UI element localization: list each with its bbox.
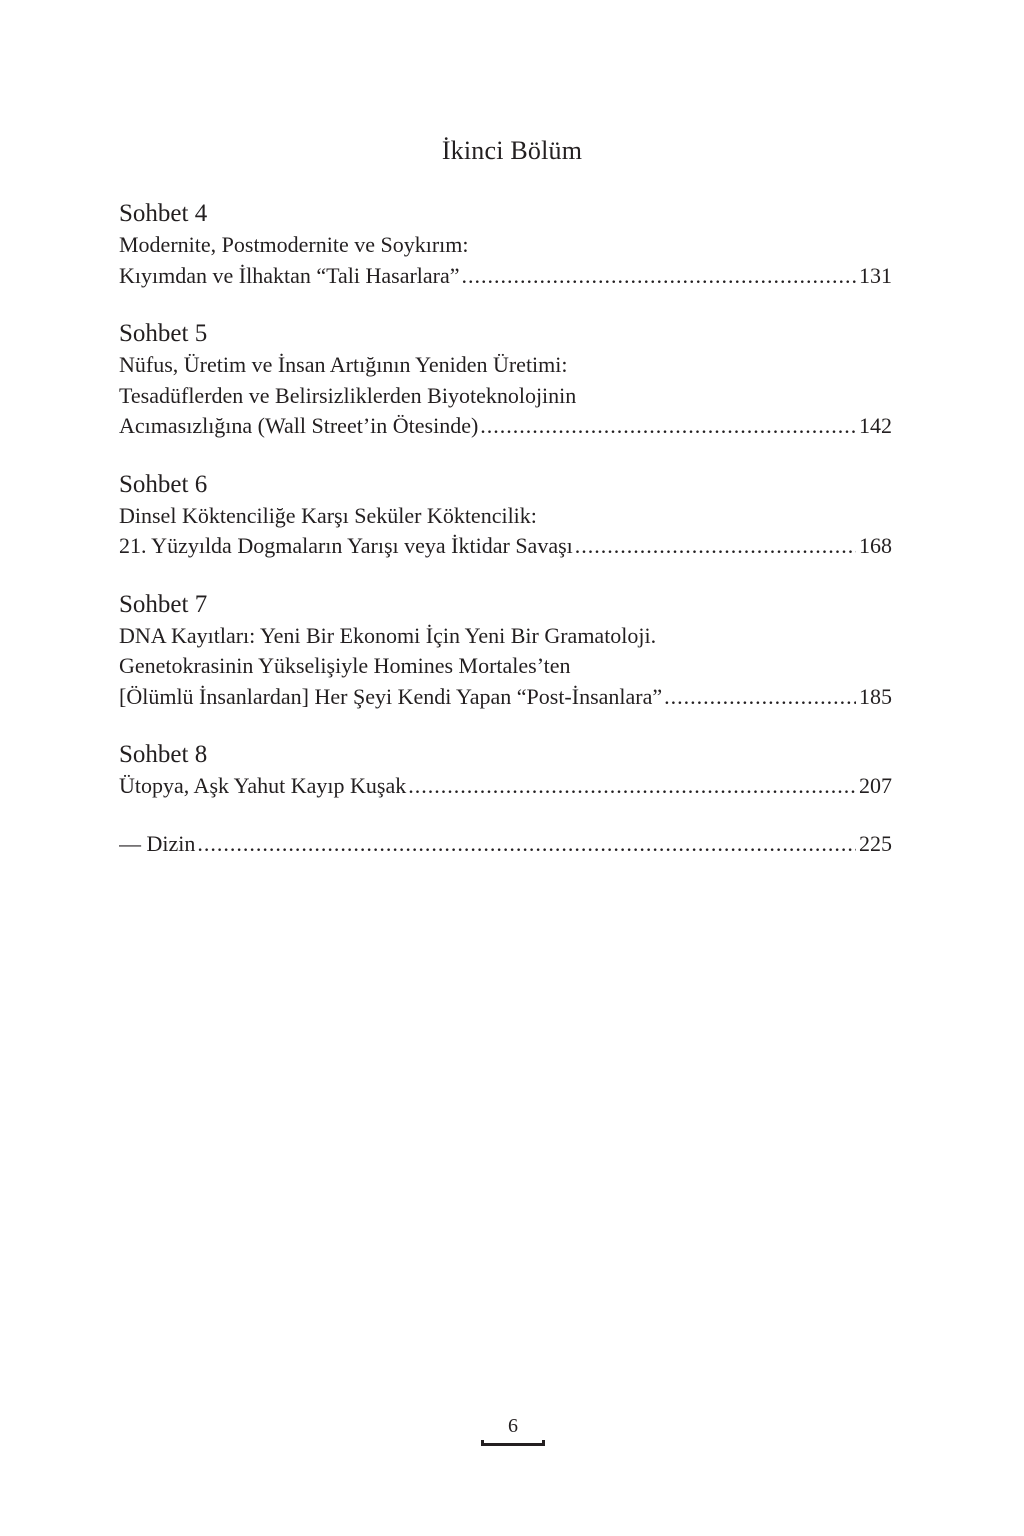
index-label: — Dizin: [119, 830, 196, 856]
page-number: 168: [859, 533, 892, 558]
toc-entry-line[interactable]: [119, 531, 892, 562]
page-number: 185: [859, 683, 892, 709]
entry-title-line: Kıyımdan ve İlhaktan “Tali Hasarlara”: [119, 262, 460, 288]
toc-entry-line[interactable]: [119, 771, 892, 802]
entry-title-line: 21. Yüzyılda Dogmaların Yarışı veya İktidar Savaşı: [119, 533, 573, 558]
toc-section-sohbet-5: [119, 318, 892, 442]
dot-leader: [197, 829, 856, 860]
page-number: 207: [859, 773, 892, 798]
dot-leader: [462, 261, 856, 292]
toc-section-sohbet-8: [119, 739, 892, 802]
page-number: 142: [859, 413, 892, 438]
page-number: 225: [859, 830, 892, 856]
dot-leader: [480, 411, 856, 442]
toc-entry-line[interactable]: [119, 411, 892, 442]
entry-title-line: Modernite, Postmodernite ve Soykırım:: [119, 232, 469, 257]
folio-bracket: [481, 1440, 545, 1446]
section-heading: Sohbet 5: [119, 320, 208, 347]
section-heading: Sohbet 4: [119, 200, 208, 227]
page-title: İkinci Bölüm: [441, 136, 583, 165]
folio-number: 6: [508, 1415, 518, 1437]
entry-title-line: Dinsel Köktenciliğe Karşı Seküler Köktencilik:: [119, 502, 537, 528]
table-of-contents: [119, 198, 892, 859]
entry-title-line: [Ölümlü İnsanlardan] Her Şeyi Kendi Yapan “Post-İnsanlara”: [119, 683, 663, 709]
toc-section-sohbet-6: [119, 469, 892, 562]
entry-title-line: Genetokrasinin Yükselişiyle Homines Mortales’ten: [119, 653, 571, 678]
section-heading: Sohbet 6: [119, 470, 208, 498]
page-folio: [481, 1416, 545, 1446]
toc-entry-line[interactable]: [119, 261, 892, 292]
entry-title-line: Tesadüflerden ve Belirsizliklerden Biyoteknolojinin: [119, 382, 577, 408]
dot-leader: [408, 771, 856, 802]
toc-entry-index[interactable]: [119, 829, 892, 860]
dot-leader: [575, 531, 856, 562]
dot-leader: [664, 682, 856, 713]
section-heading: Sohbet 8: [119, 741, 208, 768]
toc-entry-line[interactable]: [119, 682, 892, 713]
entry-title-line: Acımasızlığına (Wall Street’in Ötesinde): [119, 413, 479, 438]
toc-section-sohbet-4: [119, 198, 892, 291]
entry-title-line: Nüfus, Üretim ve İnsan Artığının Yeniden Üretimi:: [119, 352, 568, 377]
toc-section-sohbet-7: [119, 589, 892, 713]
entry-title-line: DNA Kayıtları: Yeni Bir Ekonomi İçin Yeni Bir Gramatoloji.: [119, 622, 657, 648]
page-number: 131: [859, 262, 892, 288]
section-heading: Sohbet 7: [119, 590, 208, 618]
entry-title-line: Ütopya, Aşk Yahut Kayıp Kuşak: [119, 773, 407, 798]
